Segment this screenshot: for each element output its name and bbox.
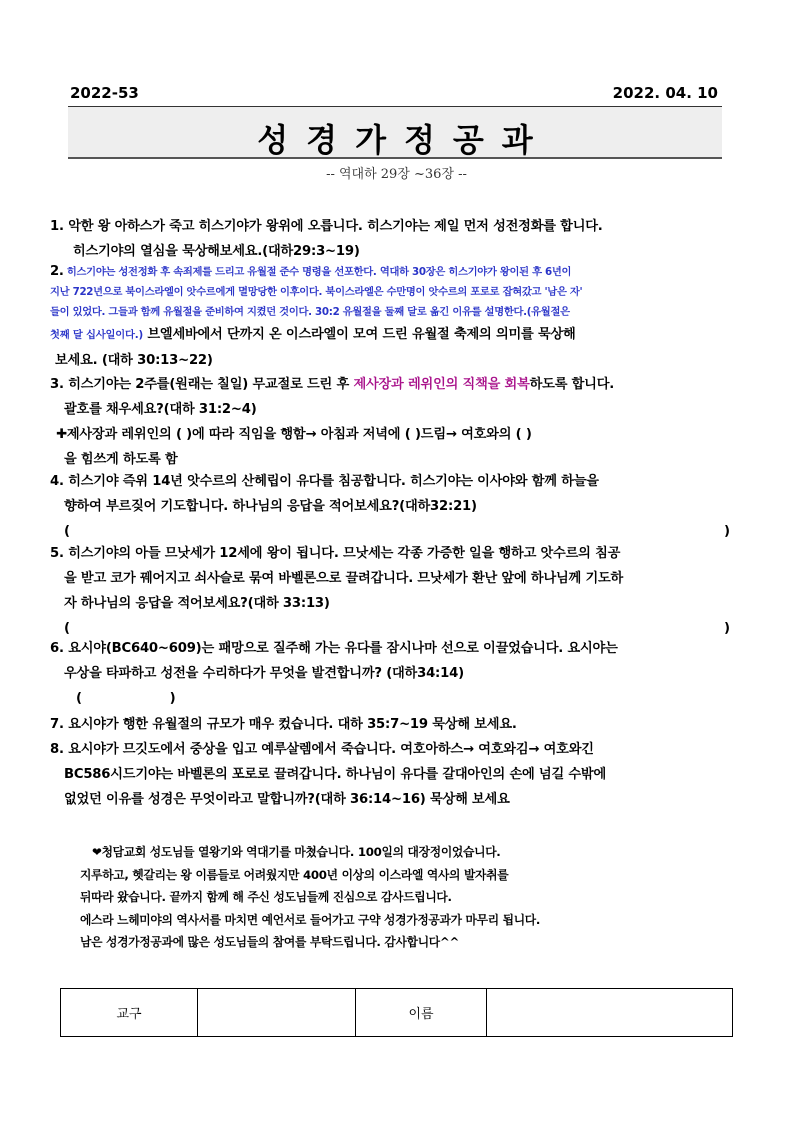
blue-note-line: 들이 있었다. 그들과 함께 유월절을 준비하여 지켰던 것이다. 30:2 유월절을 둘째 달로 옮긴 이유를 설명한다.(유월절은 bbox=[50, 306, 570, 318]
question-text: 요시야가 므깃도에서 중상을 입고 예루살렘에서 죽습니다. 여호아하스→ 여호와김→ 여호와긴 bbox=[68, 742, 594, 757]
title-band bbox=[68, 107, 722, 159]
name-label: 이름 bbox=[356, 989, 487, 1037]
question-3 bbox=[50, 372, 750, 472]
fill-in-line: ✚제사장과 레위인의 ( )에 따라 직임을 행함→ 아침과 저녁에 ( )드림→ 여호와의 ( ) bbox=[56, 427, 532, 442]
question-4 bbox=[50, 469, 750, 544]
issue-date: 2022. 04. 10 bbox=[612, 84, 718, 102]
note-line: 뒤따라 왔습니다. 끝까지 함께 해 주신 성도님들께 진심으로 감사드립니다. bbox=[80, 890, 452, 905]
question-1 bbox=[50, 214, 750, 264]
question-7 bbox=[50, 712, 750, 737]
name-field[interactable] bbox=[487, 989, 733, 1037]
note-line: ❤청담교회 성도님들 열왕기와 역대기를 마쳤습니다. 100일의 대장정이었습니다. bbox=[92, 845, 501, 859]
parish-label: 교구 bbox=[61, 989, 198, 1037]
question-text: 히스기야는 2주를(원래는 칠일) 무교절로 드린 후 bbox=[68, 377, 354, 392]
question-number: 4. bbox=[50, 474, 64, 489]
header-row bbox=[68, 84, 722, 108]
question-text: 보세요. (대하 30:13~22) bbox=[55, 353, 213, 368]
question-text: 자 하나님의 응답을 적어보세요?(대하 33:13) bbox=[64, 596, 330, 611]
highlight-text: 제사장과 레위인의 직책을 회복 bbox=[353, 377, 530, 392]
page-subtitle: -- 역대하 29장 ~36장 -- bbox=[326, 167, 467, 182]
parish-field[interactable] bbox=[198, 989, 356, 1037]
blue-note-tail: 첫째 달 십사일이다.) bbox=[50, 329, 143, 341]
note-line: 지루하고, 헷갈리는 왕 이름들로 어려웠지만 400년 이상의 이스라엘 역사의 발자취를 bbox=[80, 867, 509, 882]
question-5 bbox=[50, 541, 750, 641]
answer-open-paren: ( bbox=[64, 524, 70, 539]
question-text: 악한 왕 아하스가 죽고 히스기야가 왕위에 오릅니다. 히스기야는 제일 먼저 성전정화를 합니다. bbox=[68, 219, 603, 234]
closing-note bbox=[80, 841, 700, 954]
sign-table bbox=[60, 988, 733, 1037]
question-text: 없었던 이유를 성경은 무엇이라고 말합니까?(대하 36:14~16) 묵상해 보세요 bbox=[64, 792, 510, 807]
question-text: 괄호를 채우세요?(대하 31:2~4) bbox=[64, 402, 257, 417]
question-8 bbox=[50, 737, 750, 812]
page-title: 성경가정공과 bbox=[257, 121, 551, 159]
question-6 bbox=[50, 636, 750, 711]
answer-close-paren: ) bbox=[724, 524, 730, 539]
question-text: 요시야(BC640~609)는 패망으로 질주해 가는 유다를 잠시나마 선으로 이끌었습니다. 요시야는 bbox=[68, 641, 618, 656]
question-text: 히스기야 즉위 14년 앗수르의 산헤립이 유다를 침공합니다. 히스기야는 이사야와 함께 하늘을 bbox=[68, 474, 599, 489]
note-line: 에스라 느헤미야의 역사서를 마치면 예언서로 들어가고 구약 성경가정공과가 마무리 됩니다. bbox=[80, 912, 541, 927]
question-number: 5. bbox=[50, 546, 64, 561]
question-number: 1. bbox=[50, 219, 64, 234]
blue-note-line: 지난 722년으로 북이스라엘이 앗수르에게 멸망당한 이후이다. 북이스라엘은 수만명이 앗수르의 포로로 잡혀갔고 '남은 자' bbox=[50, 286, 583, 298]
issue-number: 2022-53 bbox=[70, 84, 139, 102]
question-text: BC586시드기야는 바벨론의 포로로 끌려갑니다. 하나님이 유다를 갈대아인의 손에 넘길 수밖에 bbox=[64, 767, 606, 782]
answer-close-paren: ) bbox=[724, 621, 730, 636]
question-text: 히스기야의 열심을 묵상해보세요.(대하29:3~19) bbox=[73, 244, 360, 259]
answer-blank: ( ) bbox=[76, 691, 176, 706]
question-number: 8. bbox=[50, 742, 64, 757]
question-number: 6. bbox=[50, 641, 64, 656]
question-2 bbox=[50, 262, 750, 373]
blue-note-line: 히스기야는 성전정화 후 속죄제를 드리고 유월절 준수 명령을 선포한다. 역대하 30장은 히스기야가 왕이된 후 6년이 bbox=[66, 266, 572, 278]
question-text: 브엘세바에서 단까지 온 이스라엘이 모여 드린 유월절 축제의 의미를 묵상해 bbox=[142, 327, 576, 342]
question-text: 하도록 합니다. bbox=[529, 377, 615, 392]
question-text: 을 받고 코가 꿰어지고 쇠사슬로 묶여 바벨론으로 끌려갑니다. 므낫세가 환난 앞에 하나님께 기도하 bbox=[64, 571, 624, 586]
question-text: 을 힘쓰게 하도록 함 bbox=[64, 452, 178, 467]
question-number: 2. bbox=[50, 264, 64, 279]
note-line: 남은 성경가정공과에 많은 성도님들의 참여를 부탁드립니다. 감사합니다^^ bbox=[80, 935, 460, 950]
question-text: 히스기야의 아들 므낫세가 12세에 왕이 됩니다. 므낫세는 각종 가증한 일을 행하고 앗수르의 침공 bbox=[68, 546, 621, 561]
answer-open-paren: ( bbox=[64, 621, 70, 636]
question-text: 우상을 타파하고 성전을 수리하다가 무엇을 발견합니까? (대하34:14) bbox=[64, 666, 464, 681]
question-number: 7. bbox=[50, 717, 64, 732]
question-text: 요시야가 행한 유월절의 규모가 매우 컸습니다. 대하 35:7~19 묵상해 보세요. bbox=[68, 717, 517, 732]
question-text: 향하여 부르짖어 기도합니다. 하나님의 응답을 적어보세요?(대하32:21) bbox=[64, 499, 477, 514]
question-number: 3. bbox=[50, 377, 64, 392]
